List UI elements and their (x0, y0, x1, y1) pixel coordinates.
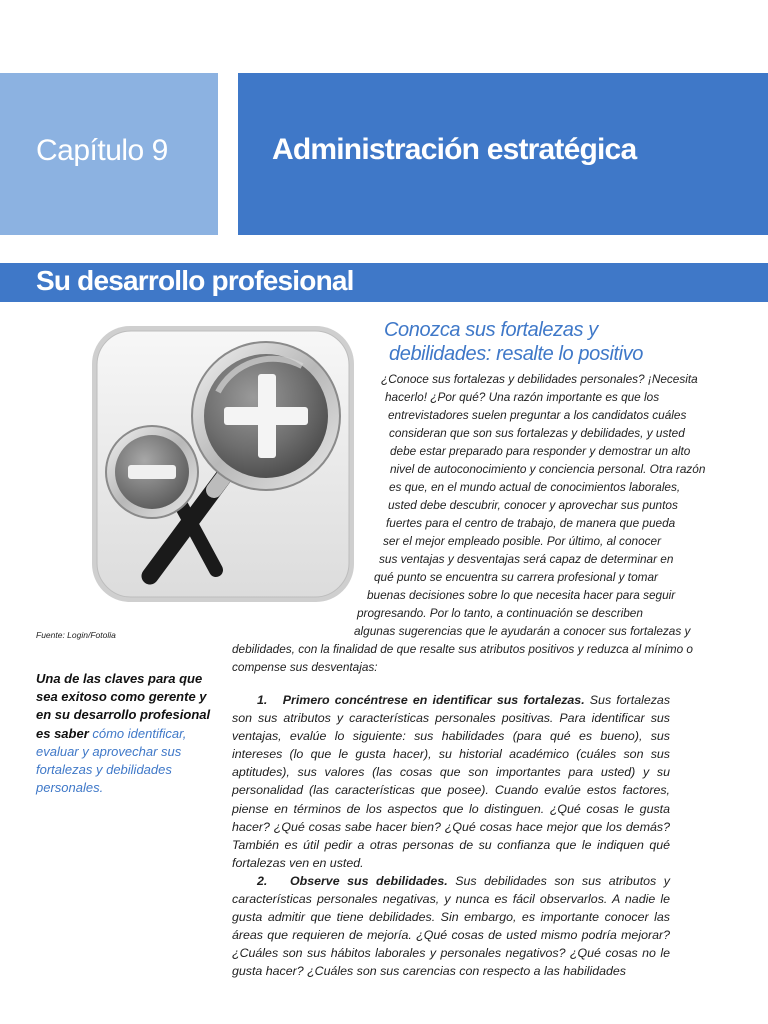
intro-line: compense sus desventajas: (232, 660, 378, 674)
article-body (232, 691, 670, 981)
article-heading (384, 318, 643, 366)
list-item (232, 872, 670, 981)
intro-line: debilidades, con la finalidad de que resalte sus atributos positivos y reduzca al mínimo o (232, 642, 693, 656)
intro-line: algunas sugerencias que le ayudarán a conocer sus fortalezas y (354, 624, 691, 638)
list-item-number: 1. (257, 693, 268, 707)
intro-line: debe estar preparado para responder y demostrar un alto (390, 444, 691, 458)
intro-line: consideran que son sus fortalezas y debilidades, y usted (389, 426, 685, 440)
intro-line: buenas decisiones sobre lo que necesita hacer para seguir (367, 588, 676, 602)
intro-line: nivel de autoconocimiento y conciencia personal. Otra razón (390, 462, 706, 476)
section-title: Su desarrollo profesional (36, 265, 354, 296)
intro-line: es que, en el mundo actual de conocimientos laborales, (389, 480, 681, 494)
list-item-number: 2. (257, 873, 268, 888)
list-item-lead: Observe sus debilidades. (290, 873, 448, 888)
intro-line: usted debe descubrir, conocer y aprovechar sus puntos (388, 498, 678, 512)
magnifying-glasses-plus-minus-icon (88, 322, 358, 606)
intro-line: hacerlo! ¿Por qué? Una razón importante es que los (385, 390, 660, 404)
chapter-number: Capítulo 9 (36, 134, 168, 167)
sidebar-key-quote (36, 670, 222, 797)
figure-caption: Fuente: Login/Fotolia (36, 630, 116, 640)
list-item-text: Sus fortalezas son sus atributos y características personales positivas. Para identificar sus ventajas, evalúe lo siguiente: sus habilidades (para qué es bueno), sus intereses (lo que le gusta hacer), su historial académico (cuáles son sus aptitudes), sus valores (las cosas que son importantes para usted) y su personalidad (las características que posee). Cuando evalúe estos factores, piense en términos de los aspectos que lo distinguen. ¿Qué cosas le gusta hacer? ¿Qué cosas sabe hacer bien? ¿Qué cosas hace mejor que los demás? También es útil pedir a otras personas de su confianza que le indiquen qué fortalezas ven en usted. (232, 693, 671, 870)
intro-line: ¿Conoce sus fortalezas y debilidades personales? ¡Necesita (381, 372, 698, 386)
list-item-text: Sus debilidades son sus atributos y características personales negativas, y nunca es fácil observarlos. A nadie le gusta admitir que tiene debilidades. Sin embargo, es importante conocer las áreas que requieren de mejoría. ¿Qué cosas de usted mismo podría mejorar? ¿Cuáles son sus hábitos laborales y personales negativos? ¿Qué cosas no le gusta hacer? ¿Cuáles son sus carencias con respecto a las habilidades (232, 873, 670, 979)
sidebar-quote-bold: Una de las claves para que sea exitoso como gerente y en su desarrollo profesional es saber (36, 671, 211, 741)
sidebar-quote-highlight: cómo identificar, evaluar y aprovechar sus fortalezas y debilidades personales. (36, 725, 187, 796)
article-heading-line-1: Conozca sus fortalezas y (384, 319, 598, 341)
list-item-lead: Primero concéntrese en identificar sus fortalezas. (282, 693, 585, 707)
chapter-title: Administración estratégica (272, 133, 637, 166)
intro-line: sus ventajas y desventajas será capaz de determinar en (379, 552, 674, 566)
intro-line: ser el mejor empleado posible. Por último, al conocer (383, 534, 662, 548)
intro-line: qué punto se encuentra su carrera profesional y tomar (374, 570, 658, 584)
intro-line: entrevistadores suelen preguntar a los candidatos cuáles (388, 408, 687, 422)
intro-line: fuertes para el centro de trabajo, de manera que pueda (386, 516, 676, 530)
article-heading-line-2: debilidades: resalte lo positivo (389, 343, 644, 365)
intro-line: progresando. Por lo tanto, a continuación se describen (357, 606, 643, 620)
list-item (232, 691, 670, 872)
